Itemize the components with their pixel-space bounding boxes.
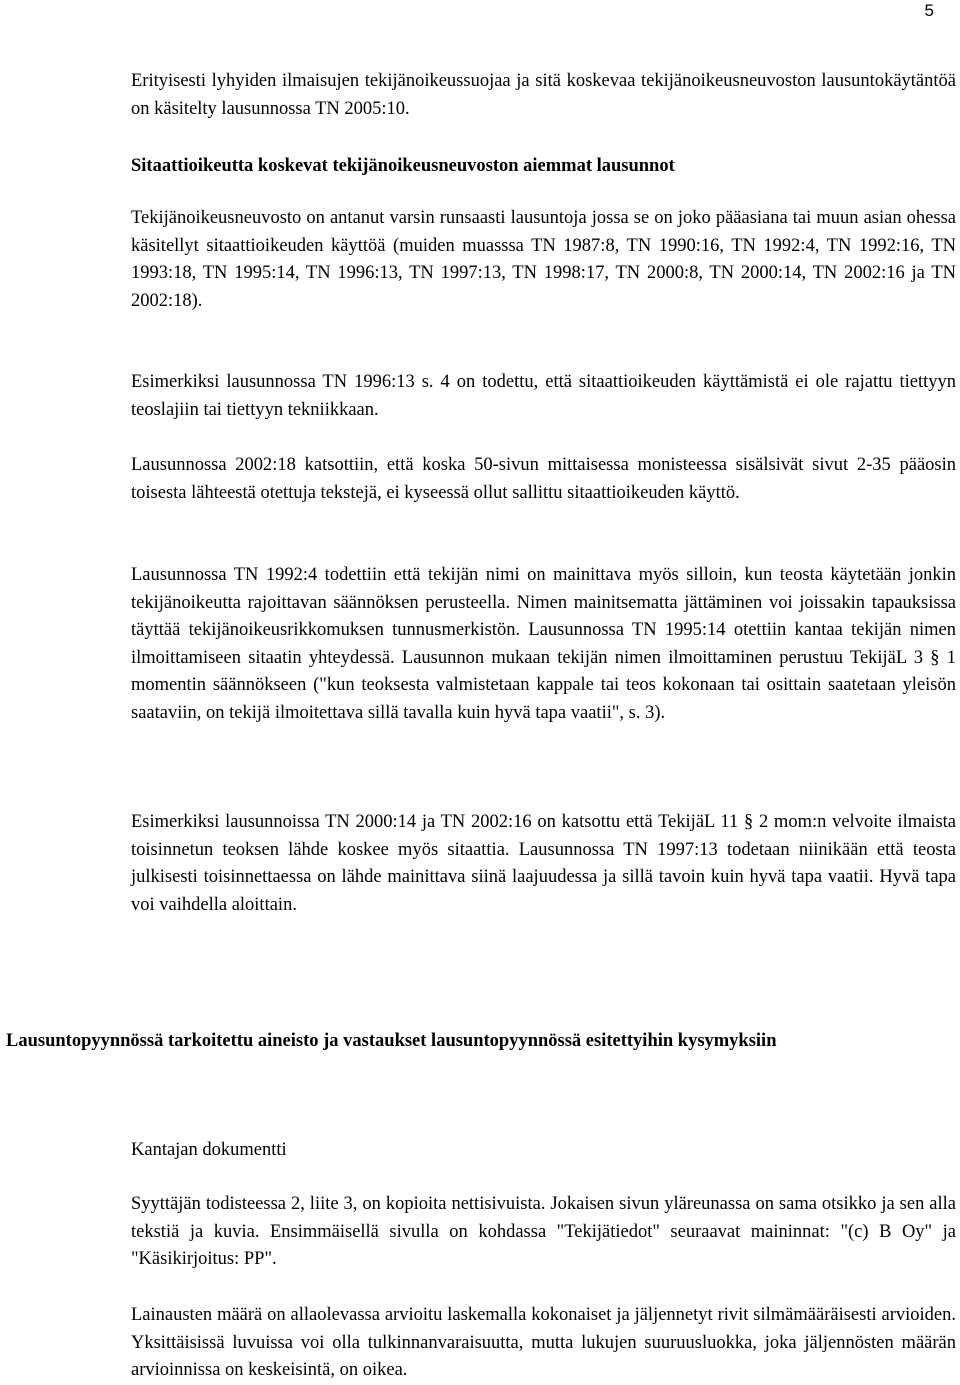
section-heading-aineisto: Lausuntopyynnössä tarkoitettu aineisto ja vastaukset lausuntopyynnössä esitettyihin kysymyksiin [6, 1031, 777, 1051]
paragraph-kantajan-dokumentti: Kantajan dokumentti [131, 1140, 287, 1160]
paragraph-lainausten-maara: Lainausten määrä on allaolevassa arvioitu laskemalla kokonaiset ja jäljennetyt rivit silmämääräisesti arvioiden. Yksittäisissä luvuissa voi olla tulkinnanvaraisuutta, mutta lukujen suuruusluokka, joka jäljennösten määrän arvioinnissa on keskeisintä, on oikea. [131, 1305, 956, 1380]
paragraph-tn-1992-4: Lausunnossa TN 1992:4 todettiin että tekijän nimi on mainittava myös silloin, kun teosta käytetään jonkin tekijänoikeutta rajoittavan säännöksen perusteella. Nimen mainitsematta jättäminen voi joissakin tapauksissa täyttää tekijänoikeusrikkomuksen tunnusmerkistön. Lausunnossa TN 1995:14 otettiin kantaa tekijän nimen ilmoittamiseen sitaatin yhteydessä. Lausunnon mukaan tekijän nimen ilmoittaminen perustuu TekijäL 3 § 1 momentin säännökseen ("kun teoksesta valmistetaan kappale tai teos kokonaan tai osittain saatetaan yleisön saataviin, on tekijä ilmoitettava sillä tavalla kuin hyvä tapa vaatii", s. 3). [131, 565, 956, 723]
page-number: 5 [924, 1, 934, 20]
paragraph-tn-1996-13: Esimerkiksi lausunnossa TN 1996:13 s. 4 on todettu, että sitaattioikeuden käyttämistä ei ole rajattu tiettyyn teoslajiin tai tiettyyn tekniikkaan. [131, 372, 956, 420]
paragraph-2002-18: Lausunnossa 2002:18 katsottiin, että koska 50-sivun mittaisessa monisteessa sisälsivät sivut 2-35 pääosin toisesta lähteestä otettuja tekstejä, ei kyseessä ollut sallittu sitaattioikeuden käyttö. [131, 455, 956, 503]
intro-paragraph: Erityisesti lyhyiden ilmaisujen tekijänoikeussuojaa ja sitä koskevaa tekijänoikeusneuvoston lausuntokäytäntöä on käsitelty lausunnossa TN 2005:10. [131, 71, 956, 119]
paragraph-syyttajan-todiste: Syyttäjän todisteessa 2, liite 3, on kopioita nettisivuista. Jokaisen sivun yläreunassa on sama otsikko ja sen alla tekstiä ja kuvia. Ensimmäisellä sivulla on kohdassa "Tekijätiedot" seuraavat maininnat: "(c) B Oy" ja "Käsikirjoitus: PP". [131, 1194, 956, 1269]
paragraph-lausunnot-list: Tekijänoikeusneuvosto on antanut varsin runsaasti lausuntoja jossa se on joko pääasiana tai muun asian ohessa käsitellyt sitaattioikeuden käyttöä (muiden muasssa TN 1987:8, TN 1990:16, TN 1992:4, TN 1992:16, TN 1993:18, TN 1995:14, TN 1996:13, TN 1997:13, TN 1998:17, TN 2000:8, TN 2000:14, TN 2002:16 ja TN 2002:18). [131, 208, 956, 311]
section-heading-sitaattioikeus: Sitaattioikeutta koskevat tekijänoikeusneuvoston aiemmat lausunnot [131, 156, 675, 176]
paragraph-tn-2000-14: Esimerkiksi lausunnoissa TN 2000:14 ja TN 2002:16 on katsottu että TekijäL 11 § 2 mom:n velvoite ilmaista toisinnetun teoksen lähde koskee myös sitaattia. Lausunnossa TN 1997:13 todetaan niinikään että teosta julkisesti toisinnettaessa on lähde mainittava siinä laajuudessa ja sillä tavoin kuin hyvä tapa vaatii. Hyvä tapa voi vaihdella aloittain. [131, 812, 956, 915]
